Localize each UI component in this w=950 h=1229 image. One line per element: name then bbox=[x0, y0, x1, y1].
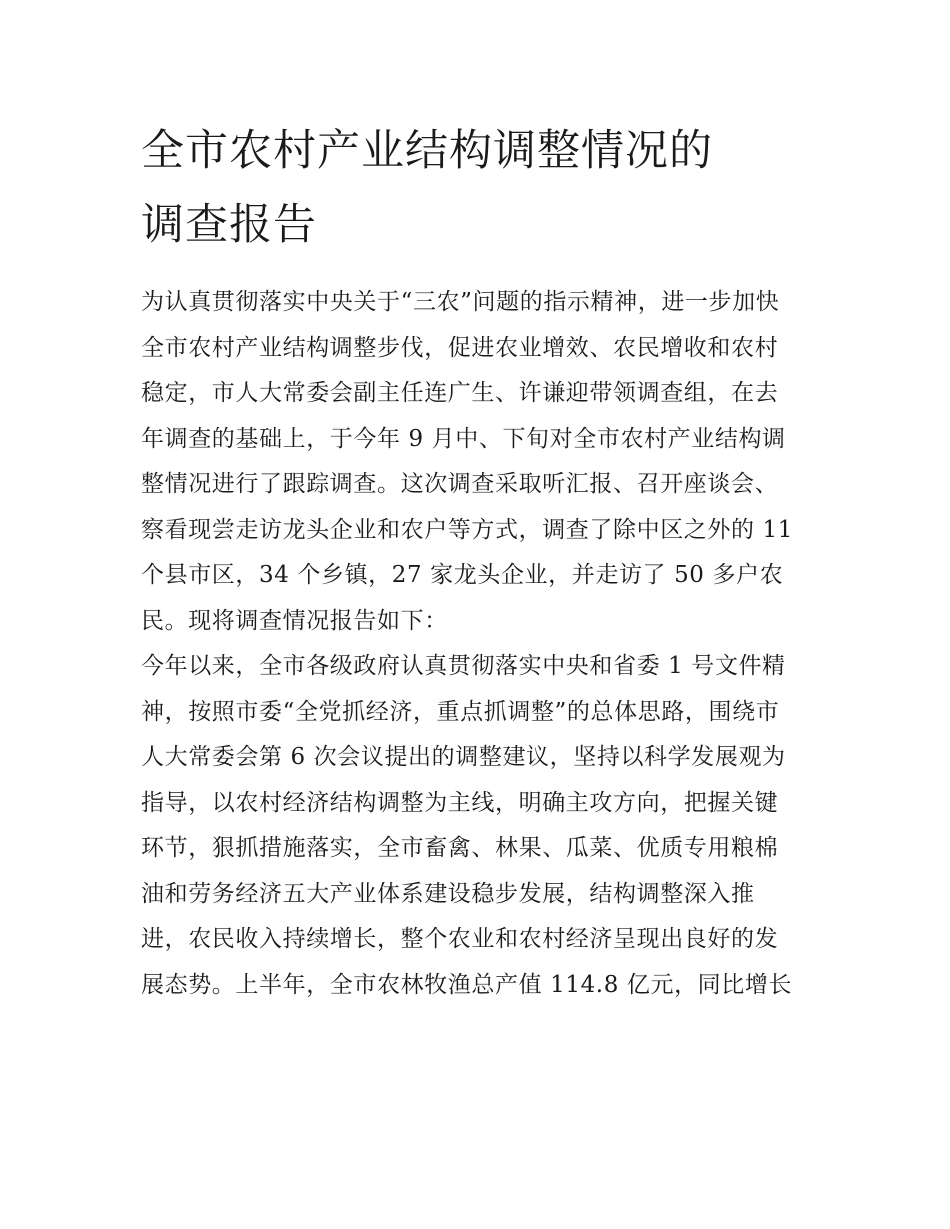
text-line: 展态势。上半年，全市农林牧渔总产值 114.8 亿元，同比增长 bbox=[141, 971, 793, 998]
document-title bbox=[141, 114, 821, 262]
text-line: 民。现将调查情况报告如下： bbox=[141, 607, 448, 634]
text-line: 全市农村产业结构调整步伐，促进农业增效、农民增收和农村 bbox=[141, 334, 779, 361]
text-line: 个县市区，34 个乡镇，27 家龙头企业，并走访了 50 多户农 bbox=[141, 562, 784, 588]
paragraph-intro bbox=[141, 280, 821, 644]
text-line: 稳定，市人大常委会副主任连广生、许谦迎带领调查组，在去 bbox=[141, 380, 779, 406]
title-line: 全市农村产业结构调整情况的 bbox=[141, 126, 713, 176]
document-content bbox=[141, 114, 821, 1008]
text-line: 为认真贯彻落实中央关于“三农”问题的指示精神，进一步加快 bbox=[141, 289, 780, 315]
text-line: 指导，以农村经济结构调整为主线，明确主攻方向，把握关键 bbox=[141, 789, 779, 816]
text-line: 进，农民收入持续增长，整个农业和农村经济呈现出良好的发 bbox=[141, 926, 779, 952]
text-line: 环节，狠抓措施落实，全市畜禽、林果、瓜菜、优质专用粮棉 bbox=[141, 835, 779, 861]
document-body bbox=[141, 280, 821, 1008]
text-line: 察看现尝走访龙头企业和农户等方式，调查了除中区之外的 11 bbox=[141, 516, 793, 543]
text-line: 神，按照市委“全党抓经济，重点抓调整”的总体思路，围绕市 bbox=[141, 698, 780, 725]
text-line: 整情况进行了跟踪调查。这次调查采取听汇报、召开座谈会、 bbox=[141, 471, 779, 497]
paragraph-overview bbox=[141, 644, 821, 1008]
text-line: 今年以来，全市各级政府认真贯彻落实中央和省委 1 号文件精 bbox=[141, 653, 786, 679]
text-line: 油和劳务经济五大产业体系建设稳步发展，结构调整深入推 bbox=[141, 880, 755, 907]
text-line: 年调查的基础上，于今年 9 月中、下旬对全市农村产业结构调 bbox=[141, 425, 786, 452]
title-line: 调查报告 bbox=[141, 200, 317, 250]
text-line: 人大常委会第 6 次会议提出的调整建议，坚持以科学发展观为 bbox=[141, 744, 786, 770]
